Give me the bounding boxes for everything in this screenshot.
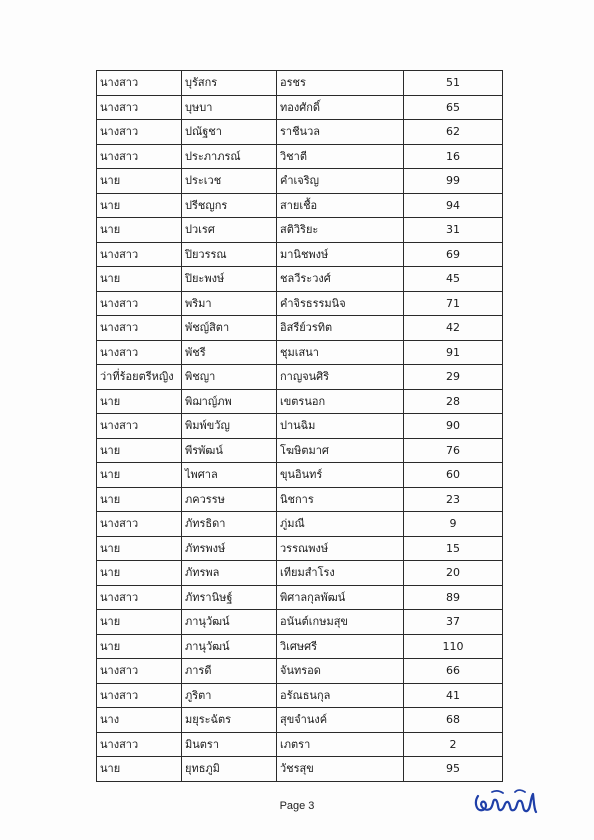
first-name-cell: บุรัสกร — [182, 71, 277, 96]
table-row — [97, 634, 503, 659]
first-name-cell: ภัทรพล — [182, 561, 277, 586]
table-row — [97, 536, 503, 561]
title-cell: นางสาว — [97, 71, 182, 96]
title-cell: นางสาว — [97, 683, 182, 708]
last-name-cell: เภตรา — [277, 732, 404, 757]
last-name-cell: วิเศษศรี — [277, 634, 404, 659]
table-row — [97, 512, 503, 537]
score-cell: 76 — [404, 438, 503, 463]
title-cell: นางสาว — [97, 585, 182, 610]
last-name-cell: เทียมสำโรง — [277, 561, 404, 586]
first-name-cell: ปิยะพงษ์ — [182, 267, 277, 292]
title-cell: นาย — [97, 389, 182, 414]
table-row — [97, 659, 503, 684]
last-name-cell: เขตรนอก — [277, 389, 404, 414]
first-name-cell: พัชรี — [182, 340, 277, 365]
first-name-cell: ประเวช — [182, 169, 277, 194]
score-cell: 9 — [404, 512, 503, 537]
page-number: Page 3 — [279, 800, 315, 812]
last-name-cell: อนันต์เกษมสุข — [277, 610, 404, 635]
table-row — [97, 71, 503, 96]
score-cell: 42 — [404, 316, 503, 341]
first-name-cell: ภัทรพงษ์ — [182, 536, 277, 561]
table-row — [97, 732, 503, 757]
table-row — [97, 414, 503, 439]
name-score-table — [96, 70, 503, 782]
table-row — [97, 365, 503, 390]
table-row — [97, 95, 503, 120]
title-cell: นาย — [97, 193, 182, 218]
score-cell: 60 — [404, 463, 503, 488]
last-name-cell: สุขจำนงค์ — [277, 708, 404, 733]
score-cell: 15 — [404, 536, 503, 561]
first-name-cell: ปิยวรรณ — [182, 242, 277, 267]
score-cell: 110 — [404, 634, 503, 659]
first-name-cell: ไพศาล — [182, 463, 277, 488]
table-row — [97, 585, 503, 610]
first-name-cell: ภูริตา — [182, 683, 277, 708]
first-name-cell: ภานุวัฒน์ — [182, 634, 277, 659]
table-row — [97, 389, 503, 414]
last-name-cell: ขุนอินทร์ — [277, 463, 404, 488]
title-cell: นางสาว — [97, 291, 182, 316]
score-cell: 37 — [404, 610, 503, 635]
score-cell: 62 — [404, 120, 503, 145]
table-row — [97, 487, 503, 512]
table-row — [97, 242, 503, 267]
table-row — [97, 193, 503, 218]
title-cell: นาย — [97, 438, 182, 463]
first-name-cell: พิฌาญ์ภพ — [182, 389, 277, 414]
last-name-cell: วิชาตี — [277, 144, 404, 169]
last-name-cell: วัชรสุข — [277, 757, 404, 782]
first-name-cell: ปวเรศ — [182, 218, 277, 243]
last-name-cell: ราชีนวล — [277, 120, 404, 145]
score-cell: 68 — [404, 708, 503, 733]
last-name-cell: ทองศักดิ์ — [277, 95, 404, 120]
table-row — [97, 757, 503, 782]
first-name-cell: ยุทธภูมิ — [182, 757, 277, 782]
score-cell: 91 — [404, 340, 503, 365]
score-cell: 2 — [404, 732, 503, 757]
score-cell: 95 — [404, 757, 503, 782]
last-name-cell: คำจิรธรรมนิจ — [277, 291, 404, 316]
last-name-cell: นิชการ — [277, 487, 404, 512]
title-cell: นาง — [97, 708, 182, 733]
first-name-cell: ภารดี — [182, 659, 277, 684]
first-name-cell: พริมา — [182, 291, 277, 316]
last-name-cell: ชลวีระวงศ์ — [277, 267, 404, 292]
first-name-cell: พีรพัฒน์ — [182, 438, 277, 463]
score-cell: 99 — [404, 169, 503, 194]
title-cell: นาย — [97, 610, 182, 635]
first-name-cell: พิมพ์ขวัญ — [182, 414, 277, 439]
score-cell: 90 — [404, 414, 503, 439]
table-body — [97, 71, 503, 782]
table-row — [97, 316, 503, 341]
first-name-cell: ปรีชญกร — [182, 193, 277, 218]
first-name-cell: พัชญ์สิตา — [182, 316, 277, 341]
title-cell: นางสาว — [97, 242, 182, 267]
title-cell: นางสาว — [97, 95, 182, 120]
first-name-cell: ประภาภรณ์ — [182, 144, 277, 169]
last-name-cell: มานิชพงษ์ — [277, 242, 404, 267]
title-cell: นางสาว — [97, 414, 182, 439]
table-row — [97, 610, 503, 635]
title-cell: นาย — [97, 267, 182, 292]
score-cell: 23 — [404, 487, 503, 512]
score-cell: 69 — [404, 242, 503, 267]
title-cell: นางสาว — [97, 340, 182, 365]
first-name-cell: ภานุวัฒน์ — [182, 610, 277, 635]
score-cell: 29 — [404, 365, 503, 390]
title-cell: นาย — [97, 561, 182, 586]
last-name-cell: อรัณธนกุล — [277, 683, 404, 708]
first-name-cell: มินตรา — [182, 732, 277, 757]
last-name-cell: โฆษิตมาศ — [277, 438, 404, 463]
last-name-cell: ภู่มณี — [277, 512, 404, 537]
last-name-cell: สติวิริยะ — [277, 218, 404, 243]
last-name-cell: อิสรีย์วรทิต — [277, 316, 404, 341]
first-name-cell: ภัทรธิดา — [182, 512, 277, 537]
score-cell: 20 — [404, 561, 503, 586]
score-cell: 41 — [404, 683, 503, 708]
last-name-cell: จันทรอด — [277, 659, 404, 684]
score-cell: 28 — [404, 389, 503, 414]
last-name-cell: ปานฉิม — [277, 414, 404, 439]
title-cell: ว่าที่ร้อยตรีหญิง — [97, 365, 182, 390]
first-name-cell: บุษบา — [182, 95, 277, 120]
title-cell: นางสาว — [97, 144, 182, 169]
title-cell: นาย — [97, 218, 182, 243]
score-cell: 94 — [404, 193, 503, 218]
title-cell: นาย — [97, 463, 182, 488]
first-name-cell: พิชญา — [182, 365, 277, 390]
title-cell: นาย — [97, 169, 182, 194]
title-cell: นาย — [97, 487, 182, 512]
first-name-cell: ภัทรานิษฐ์ — [182, 585, 277, 610]
table-row — [97, 463, 503, 488]
last-name-cell: สายเชื้อ — [277, 193, 404, 218]
score-cell: 31 — [404, 218, 503, 243]
first-name-cell: ภควรรษ — [182, 487, 277, 512]
last-name-cell: กาญจนศิริ — [277, 365, 404, 390]
title-cell: นางสาว — [97, 316, 182, 341]
title-cell: นางสาว — [97, 732, 182, 757]
first-name-cell: มยุระฉัตร — [182, 708, 277, 733]
score-cell: 45 — [404, 267, 503, 292]
last-name-cell: ชุมเสนา — [277, 340, 404, 365]
title-cell: นางสาว — [97, 120, 182, 145]
score-cell: 66 — [404, 659, 503, 684]
score-cell: 89 — [404, 585, 503, 610]
last-name-cell: อรชร — [277, 71, 404, 96]
table-row — [97, 683, 503, 708]
title-cell: นาย — [97, 634, 182, 659]
last-name-cell: วรรณพงษ์ — [277, 536, 404, 561]
score-cell: 51 — [404, 71, 503, 96]
score-cell: 71 — [404, 291, 503, 316]
table-row — [97, 561, 503, 586]
table-row — [97, 169, 503, 194]
title-cell: นาย — [97, 536, 182, 561]
table-row — [97, 267, 503, 292]
last-name-cell: พิศาลกุลพัฒน์ — [277, 585, 404, 610]
table-row — [97, 120, 503, 145]
table-row — [97, 144, 503, 169]
table-row — [97, 438, 503, 463]
table-row — [97, 340, 503, 365]
table-row — [97, 708, 503, 733]
score-cell: 16 — [404, 144, 503, 169]
first-name-cell: ปณัฐชา — [182, 120, 277, 145]
title-cell: นาย — [97, 757, 182, 782]
title-cell: นางสาว — [97, 512, 182, 537]
title-cell: นางสาว — [97, 659, 182, 684]
last-name-cell: คำเจริญ — [277, 169, 404, 194]
score-cell: 65 — [404, 95, 503, 120]
table-row — [97, 291, 503, 316]
table-row — [97, 218, 503, 243]
